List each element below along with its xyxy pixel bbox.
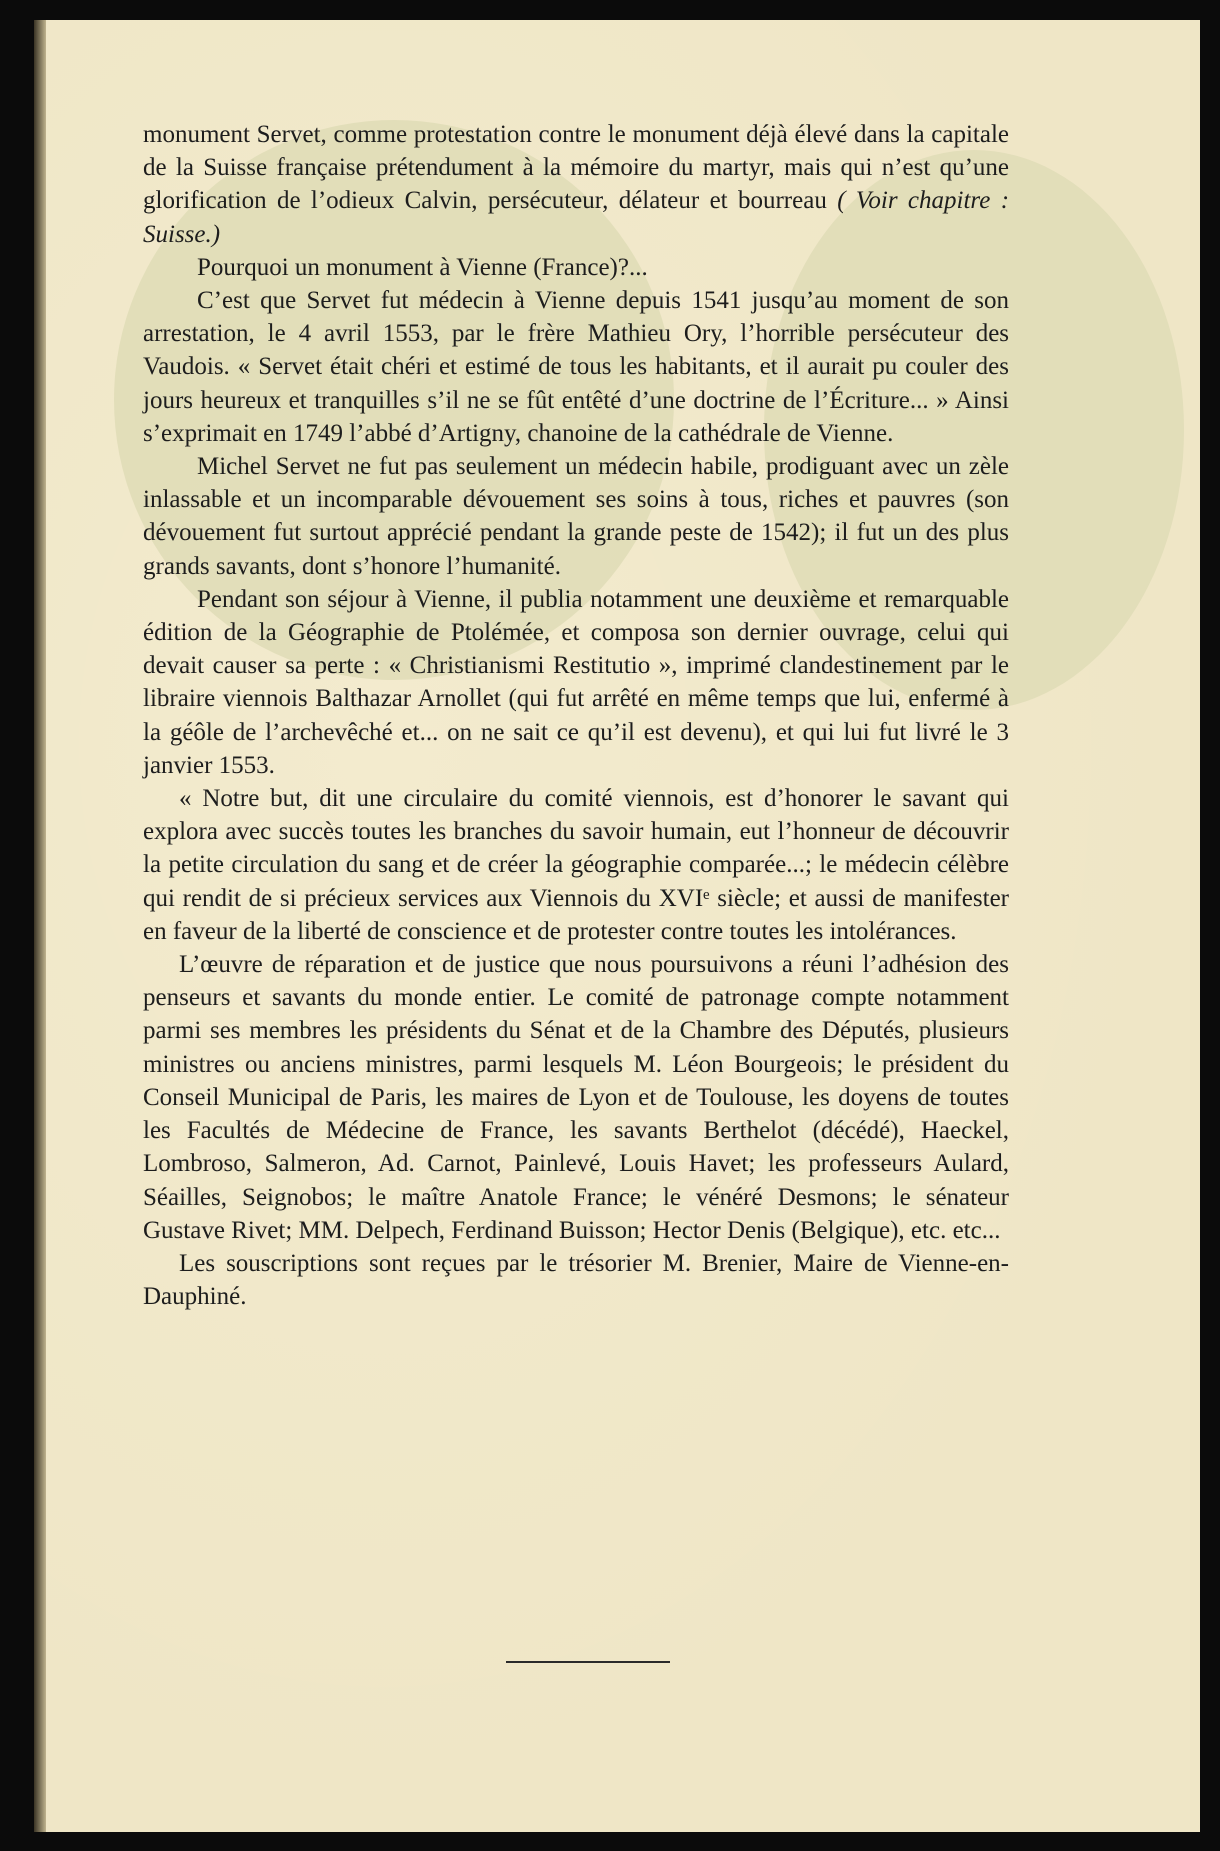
paragraph-7-line: Aulard, Séailles, Seignobos; le maître Anatole France; le vénéré <box>143 1150 1009 1211</box>
paragraph-4 <box>143 450 1009 583</box>
paragraph-8-line: de Vienne-en-Dauphiné. <box>143 1249 1009 1311</box>
paragraph-3-line: tous les habitants, et il aurait pu couler des jours heureux et <box>143 353 1010 414</box>
paragraph-1-line: mémoire du martyr, mais qui n’est qu’une glorification de l’odieux <box>143 154 1009 215</box>
paragraph-3-line: moment de son arrestation, le 4 avril 1553, par le frère Mathieu Ory, <box>143 287 1010 348</box>
paragraph-5 <box>143 583 1009 782</box>
paragraph-4-line: Michel Servet ne fut pas seulement un médecin habile, <box>197 453 759 481</box>
paragraph-7-line: Salmeron, Ad. Carnot, Painlevé, Louis Havet; les professeurs <box>264 1150 923 1178</box>
paragraph-6-line: toutes les intolérances. <box>729 917 957 945</box>
paragraph-8 <box>143 1247 1009 1313</box>
paragraph-5-line: Pendant son séjour à Vienne, il publia notamment une <box>197 585 747 613</box>
chapter-reference: ( Voir chapitre : Suisse.) <box>143 187 1010 248</box>
paragraph-3-line: Vienne. <box>816 419 894 447</box>
paragraph-1-line: Calvin, persécuteur, délateur et bourreau <box>404 187 827 215</box>
paragraph-4-line: prodiguant avec un zèle inlassable et un incomparable dévouement <box>143 453 1010 514</box>
paragraph-5-line: « Christianismi Restitutio », imprimé clandestinement par le libraire <box>143 652 1009 713</box>
paragraph-7-line: Buisson; Hector Denis (Belgique), etc. etc... <box>558 1216 1001 1244</box>
paragraph-3-line: tranquilles s’il ne se fût entêté d’une doctrine de l’Écriture... » Ainsi <box>314 386 1009 414</box>
paragraph-2 <box>143 251 1009 284</box>
paragraph-3-line: l’horrible persécuteur des Vaudois. « Servet était chéri et estimé de <box>143 320 1010 381</box>
paragraph-8-line: Les souscriptions sont reçues par le trésorier M. Brenier, Maire <box>179 1249 853 1277</box>
paragraph-7-line: de France, les savants Berthelot (décédé), Haeckel, Lombroso, <box>143 1117 1009 1178</box>
paragraph-1 <box>143 118 1009 251</box>
paragraph-6-line: humain, eut l’honneur de découvrir la petite circulation du sang et <box>143 818 1009 879</box>
paragraph-2-line: Pourquoi un monument à Vienne (France)?... <box>197 253 648 281</box>
paragraph-7-line: le président du Conseil Municipal de Paris, les maires de Lyon <box>143 1050 1010 1111</box>
paragraph-7-line: comité de patronage compte notamment parmi ses membres les <box>143 984 1010 1045</box>
paragraph-6-line: « Notre but, dit une circulaire du comité viennois, est d’honorer <box>179 785 863 813</box>
paragraph-6-line: de si précieux services aux Viennois du XVIᵉ siècle; et aussi de <box>248 884 896 912</box>
body-text <box>143 118 1009 1313</box>
paragraph-3 <box>143 284 1009 450</box>
paragraph-7-line: L’œuvre de réparation et de justice que nous poursuivons <box>179 951 773 979</box>
paragraph-7-line: a réuni l’adhésion des penseurs et savants du monde entier. Le <box>143 951 1009 1012</box>
paragraph-4-line: savants, dont s’honore l’humanité. <box>215 552 561 580</box>
paragraph-7 <box>143 948 1009 1247</box>
paragraph-3-line: s’exprimait en 1749 l’abbé d’Artigny, chanoine de la cathédrale de <box>143 419 811 447</box>
paragraph-6-line: manifester en faveur de la liberté de conscience et de protester contre <box>143 884 1009 945</box>
paragraph-5-line: enfermé à la géôle de l’archevêché et... on ne sait ce qu’il est <box>143 685 1009 746</box>
paragraph-4-line: ses soins à tous, riches et pauvres (son dévouement fut surtout <box>143 486 1010 547</box>
paragraph-3-line: C’est que Servet fut médecin à Vienne depuis 1541 jusqu’au <box>197 287 838 315</box>
page-spine <box>34 20 46 1832</box>
paragraph-5-line: viennois Balthazar Arnollet (qui fut arrêté en même temps que lui, <box>222 685 901 713</box>
paragraph-7-line: ministres ou anciens ministres, parmi lesquels M. Léon Bourgeois; <box>143 1050 844 1078</box>
paragraph-6-line: de créer la géographie comparée...; le médecin célèbre qui rendit <box>143 851 1009 912</box>
paragraph-5-line: composa son dernier ouvrage, celui qui devait causer sa perte : <box>143 619 1010 680</box>
paragraph-6-line: le savant qui explora avec succès toutes les branches du savoir <box>143 785 1010 846</box>
paragraph-5-line: devenu), et qui lui fut livré le 3 janvier 1553. <box>143 718 1009 779</box>
paragraph-4-line: apprécié pendant la grande peste de 1542); il fut un des plus grands <box>143 519 1009 580</box>
paragraph-6 <box>143 782 1009 948</box>
paragraph-7-line: présidents du Sénat et de la Chambre des Députés, plusieurs <box>385 1017 1009 1045</box>
paragraph-1-line: monument Servet, comme protestation contre le monument déjà <box>143 121 788 148</box>
end-rule <box>506 1661 670 1663</box>
paragraph-1-line: élevé dans la capitale de la Suisse française prétendument à la <box>143 121 1010 182</box>
paragraph-7-line: Desmons; le sénateur Gustave Rivet; MM. Delpech, Ferdinand <box>143 1183 1010 1244</box>
paragraph-7-line: et de Toulouse, les doyens de toutes les Facultés de Médecine <box>143 1083 1009 1145</box>
paragraph-5-line: deuxième et remarquable édition de la Géographie de Ptolémée, et <box>143 585 1010 647</box>
